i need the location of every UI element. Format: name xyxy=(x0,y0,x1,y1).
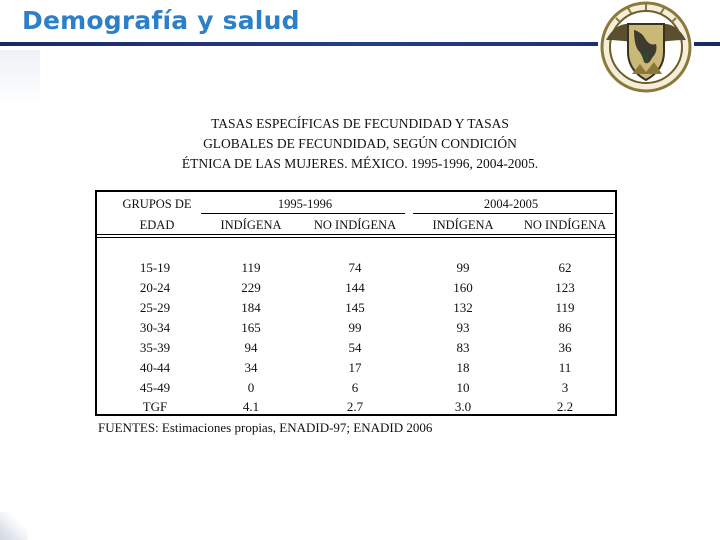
caption-line: GLOBALES DE FECUNDIDAD, SEGÚN CONDICIÓN xyxy=(203,136,517,151)
value-cell: 119 xyxy=(241,260,261,275)
value-cell: 54 xyxy=(348,340,362,355)
age-group-cell: 40-44 xyxy=(139,360,171,375)
period-header-1: 1995-1996 xyxy=(277,197,333,211)
header-rule-bottom xyxy=(97,237,615,238)
value-cell: 11 xyxy=(558,360,572,375)
subheader-indigena-2: INDÍGENA xyxy=(432,218,494,232)
value-cell: 18 xyxy=(456,360,470,375)
age-group-cell: 25-29 xyxy=(139,300,171,315)
group-header-line1: GRUPOS DE xyxy=(122,197,192,211)
table-row xyxy=(97,338,615,358)
age-group-cell: 15-19 xyxy=(139,260,171,275)
value-cell: 34 xyxy=(244,360,258,375)
value-cell: 132 xyxy=(453,300,473,315)
period-rule-1 xyxy=(201,213,405,214)
age-group-cell: 20-24 xyxy=(139,280,171,295)
source-note: FUENTES: Estimaciones propias, ENADID-97; ENADID 2006 xyxy=(98,420,433,435)
table-caption xyxy=(140,114,580,174)
caption-line: ÉTNICA DE LAS MUJERES. MÉXICO. 1995-1996, 2004-2005. xyxy=(181,156,539,171)
value-cell: 99 xyxy=(456,260,470,275)
corner-decoration xyxy=(0,512,28,540)
table-row xyxy=(97,258,615,278)
value-cell: 229 xyxy=(241,280,261,295)
value-cell: 10 xyxy=(456,380,470,395)
value-cell: 123 xyxy=(555,280,575,295)
period-header-2: 2004-2005 xyxy=(483,197,539,211)
group-header-line2: EDAD xyxy=(139,218,175,232)
age-group-cell: TGF xyxy=(142,399,168,414)
table-row xyxy=(97,298,615,318)
value-cell: 3.0 xyxy=(454,399,472,414)
value-cell: 6 xyxy=(351,380,359,395)
period-rule-2 xyxy=(413,213,613,214)
age-group-cell: 35-39 xyxy=(139,340,171,355)
table-row-tgf xyxy=(97,397,615,417)
table-row xyxy=(97,278,615,298)
age-group-cell: 45-49 xyxy=(139,380,171,395)
value-cell: 36 xyxy=(558,340,572,355)
left-decoration xyxy=(0,50,40,110)
value-cell: 83 xyxy=(456,340,470,355)
table-row xyxy=(97,318,615,338)
value-cell: 0 xyxy=(247,380,255,395)
caption-line: TASAS ESPECÍFICAS DE FECUNDIDAD Y TASAS xyxy=(211,116,509,131)
value-cell: 74 xyxy=(348,260,362,275)
fertility-table xyxy=(95,190,617,416)
value-cell: 3 xyxy=(561,380,569,395)
value-cell: 144 xyxy=(345,280,365,295)
value-cell: 2.7 xyxy=(346,399,364,414)
value-cell: 93 xyxy=(456,320,470,335)
value-cell: 2.2 xyxy=(556,399,574,414)
value-cell: 17 xyxy=(348,360,362,375)
value-cell: 86 xyxy=(558,320,572,335)
page-title: Demografía y salud xyxy=(22,6,300,35)
value-cell: 99 xyxy=(348,320,362,335)
table-row xyxy=(97,378,615,398)
value-cell: 4.1 xyxy=(242,399,260,414)
subheader-no-indigena-1: NO INDÍGENA xyxy=(313,218,397,232)
subheader-indigena-1: INDÍGENA xyxy=(220,218,282,232)
header-rule-top xyxy=(97,234,615,235)
subheader-no-indigena-2: NO INDÍGENA xyxy=(523,218,607,232)
value-cell: 62 xyxy=(558,260,572,275)
table-row xyxy=(97,358,615,378)
value-cell: 94 xyxy=(244,340,258,355)
value-cell: 184 xyxy=(241,300,261,315)
value-cell: 145 xyxy=(345,300,365,315)
university-crest-icon xyxy=(598,0,694,98)
value-cell: 165 xyxy=(241,320,261,335)
value-cell: 119 xyxy=(555,300,575,315)
age-group-cell: 30-34 xyxy=(139,320,171,335)
value-cell: 160 xyxy=(453,280,473,295)
